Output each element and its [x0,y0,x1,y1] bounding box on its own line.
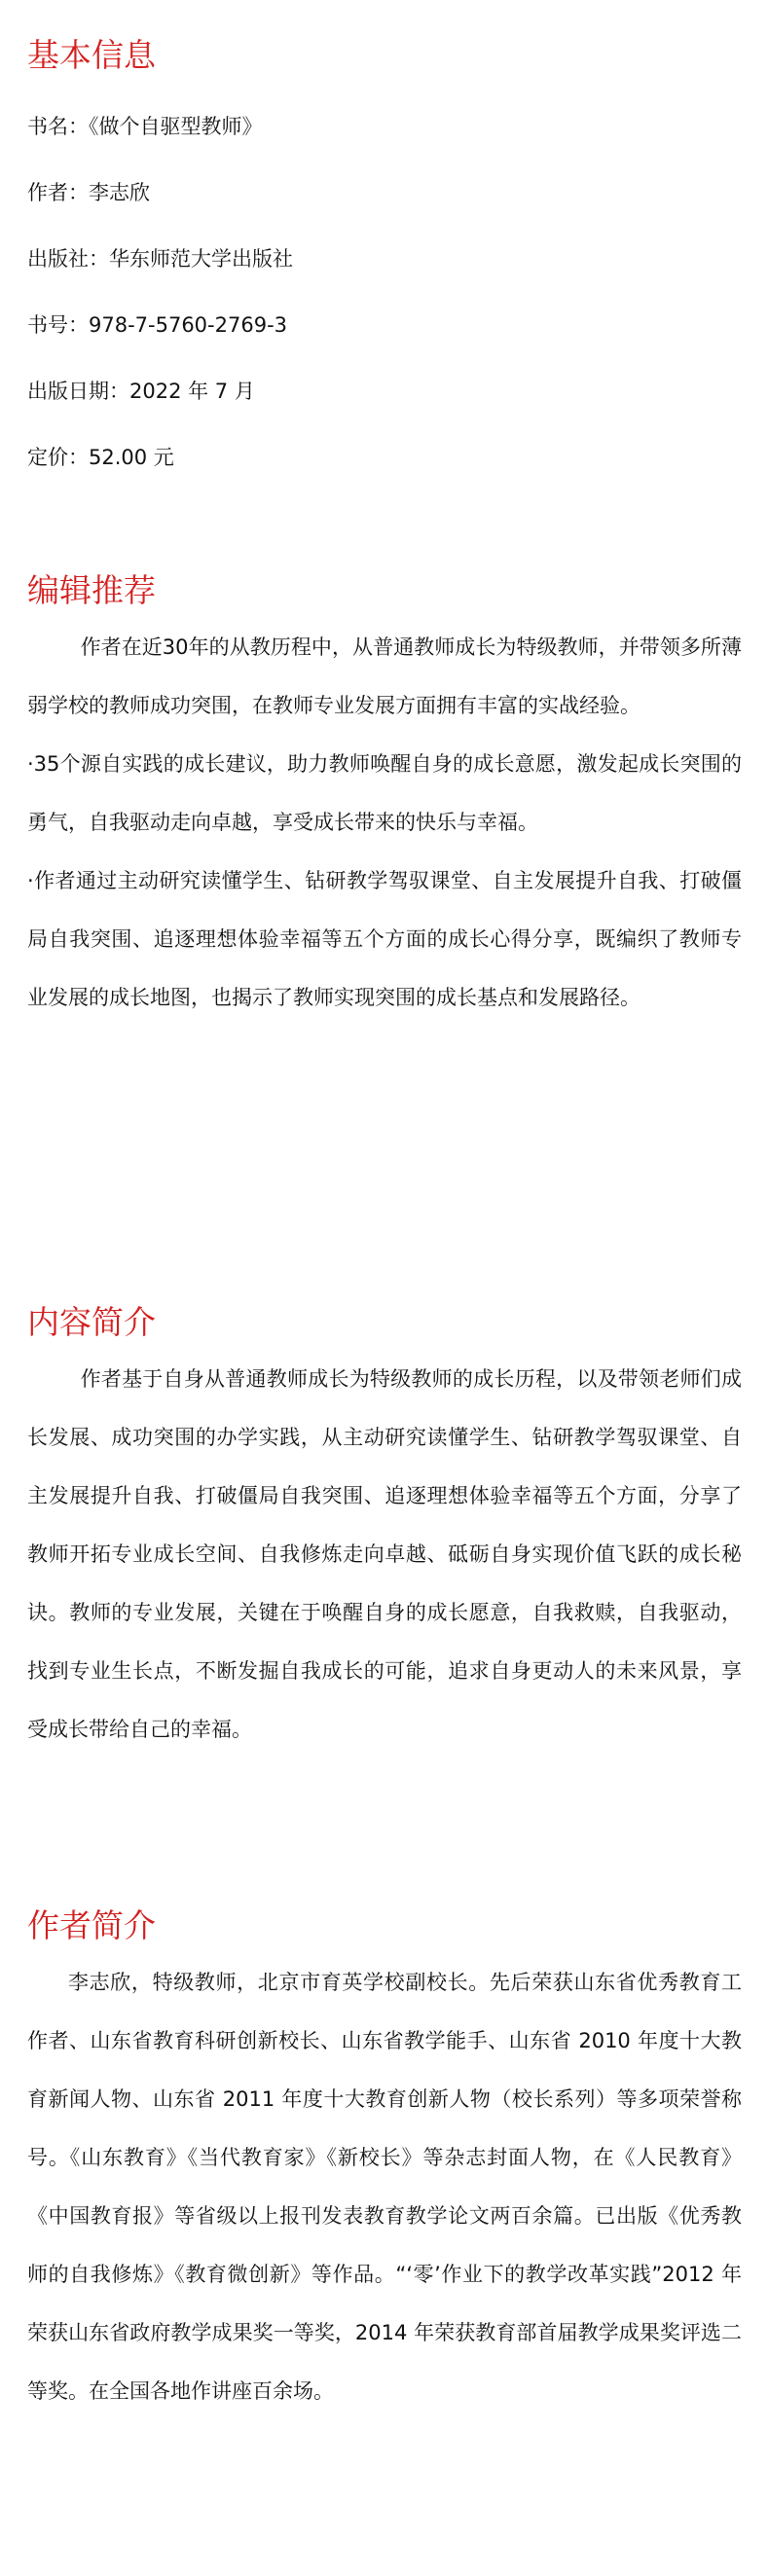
content-intro-section [27,1302,742,1759]
book-author: 作者：李志欣 [27,181,150,205]
book-isbn: 书号：978-7-5760-2769-3 [27,313,288,338]
author-intro-paragraph: 李志欣，特级教师，北京市育英学校副校长。先后荣获山东省优秀教育工作者、山东省教育科研创新校长、山东省教学能手、山东省 2010 年度十大教育新闻人物、山东省 2011 年度十大教育创新人物（校长系列）等多项荣誉称号。《山东教育》《当代教育家》《新校长》等杂志封面人物，在《人民教育》《中国教育报》等省级以上报刊发表教育教学论文两百余篇。已出版《优秀教师的自我修炼》《教育微创新》等作品。“‘零’作业下的教学改革实践”2012 年荣获山东省政府教学成果奖一等奖，2014 年荣获教育部首届教学成果奖评选二等奖。在全国各地作讲座百余场。 [27,1971,742,2404]
author-intro-title: 作者简介 [27,1906,156,1944]
editor-recommend-paragraph-1: 作者在近30年的从教历程中，从普通教师成长为特级教师，并带领多所薄弱学校的教师成功突围，在教师专业发展方面拥有丰富的实战经验。 [27,635,742,718]
editor-recommend-title: 编辑推荐 [27,571,156,609]
book-publisher: 出版社：华东师范大学出版社 [27,247,293,272]
book-price: 定价：52.00 元 [27,446,174,470]
editor-recommend-paragraph-3: ·作者通过主动研究读懂学生、钻研教学驾驭课堂、自主发展提升自我、打破僵局自我突围、追逐理想体验幸福等五个方面的成长心得分享，既编织了教师专业发展的成长地图，也揭示了教师实现突围的成长基点和发展路径。 [27,869,742,1010]
editor-recommend-section [27,570,742,1027]
book-name: 书名：《做个自驱型教师》 [27,115,263,139]
editor-recommend-paragraph-2: ·35个源自实践的成长建议，助力教师唤醒自身的成长意愿，激发起成长突围的勇气，自我驱动走向卓越，享受成长带来的快乐与幸福。 [27,752,742,835]
author-intro-section [27,1905,742,2420]
basic-info-section [27,35,742,507]
content-intro-paragraph: 作者基于自身从普通教师成长为特级教师的成长历程，以及带领老师们成长发展、成功突围的办学实践，从主动研究读懂学生、钻研教学驾驭课堂、自主发展提升自我、打破僵局自我突围、追逐理想体验幸福等五个方面，分享了教师开拓专业成长空间、自我修炼走向卓越、砥砺自身实现价值飞跃的成长秘诀。教师的专业发展，关键在于唤醒自身的成长愿意，自我救赎，自我驱动，找到专业生长点，不断发掘自我成长的可能，追求自身更动人的未来风景，享受成长带给自己的幸福。 [27,1367,742,1742]
book-publish-date: 出版日期：2022 年 7 月 [27,380,255,404]
basic-info-title: 基本信息 [27,36,156,74]
content-intro-title: 内容简介 [27,1303,156,1341]
